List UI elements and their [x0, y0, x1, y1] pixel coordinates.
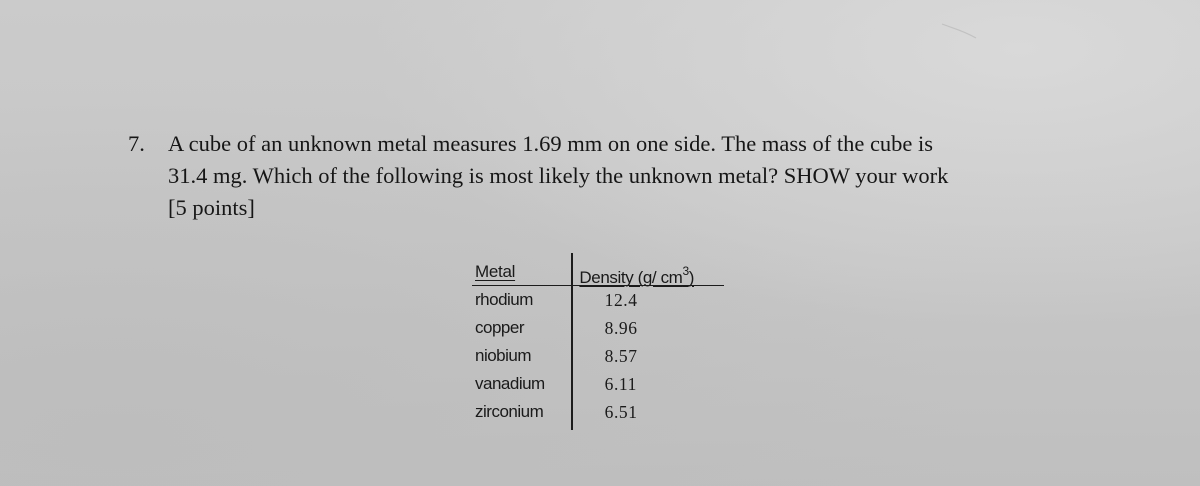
- question-text-line-2: 31.4 mg. Which of the following is most likely the unknown metal? SHOW your work: [168, 163, 949, 188]
- question-7: [128, 128, 1128, 224]
- question-line-1: [128, 128, 1128, 160]
- metal-cell: vanadium: [475, 374, 545, 393]
- density-cell: 6.11: [604, 373, 637, 394]
- table-row: [472, 370, 724, 398]
- density-cell: 8.57: [604, 345, 638, 366]
- table-row: [472, 342, 724, 370]
- header-density-label: Density (g/ cm: [579, 268, 683, 287]
- density-cell: 6.51: [604, 401, 638, 422]
- header-density: [571, 258, 724, 285]
- question-text-line-1: A cube of an unknown metal measures 1.69 mm on one side. The mass of the cube is: [168, 131, 934, 156]
- density-cell: 12.4: [604, 289, 638, 310]
- header-density-close: ): [688, 268, 694, 287]
- question-points: [5 points]: [168, 195, 255, 220]
- metal-cell: niobium: [475, 346, 532, 365]
- pencil-mark: [940, 20, 980, 40]
- metal-cell: zirconium: [475, 402, 544, 421]
- table-row: [472, 286, 724, 314]
- question-number: 7.: [128, 131, 145, 156]
- density-table: [472, 258, 724, 426]
- header-density-exponent: 3: [682, 264, 689, 278]
- table-row: [472, 398, 724, 426]
- metal-cell: copper: [475, 318, 524, 337]
- header-metal: Metal: [475, 262, 516, 281]
- table-body: [472, 286, 724, 426]
- metal-cell: rhodium: [475, 290, 533, 309]
- density-cell: 8.96: [604, 317, 638, 338]
- table-header-row: [472, 258, 724, 286]
- table-row: [472, 314, 724, 342]
